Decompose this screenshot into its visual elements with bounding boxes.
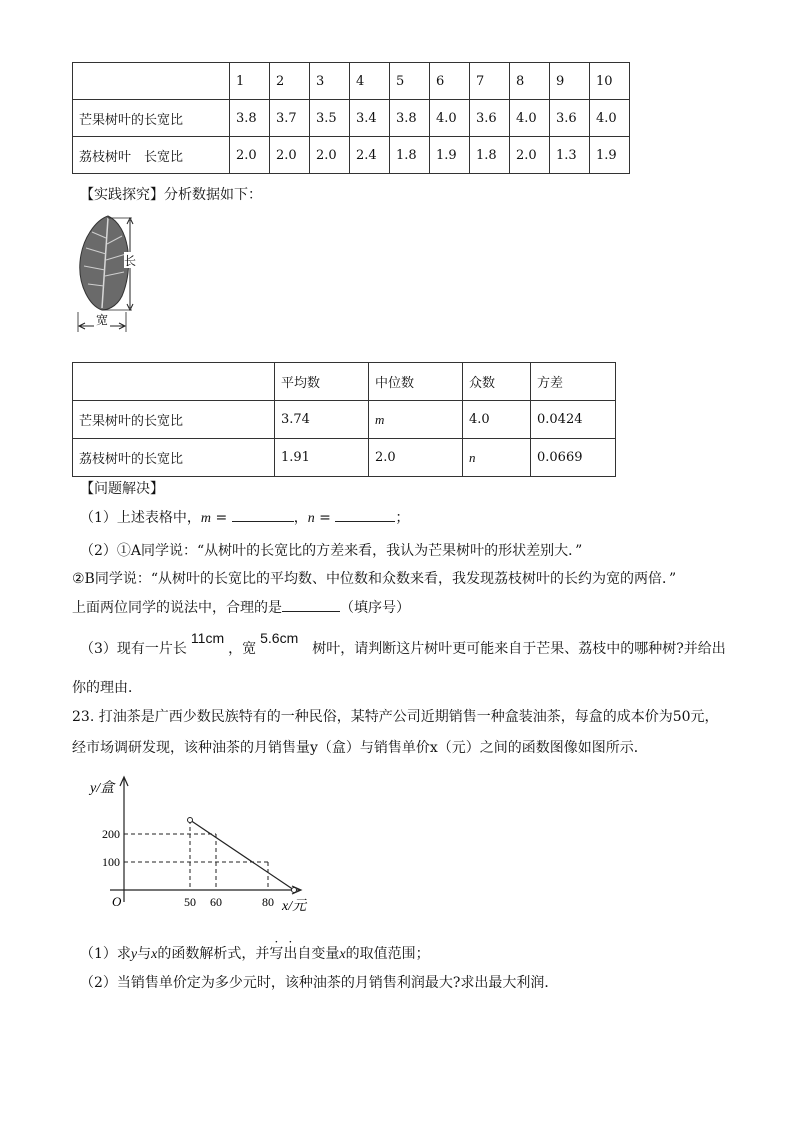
table-cell [73, 63, 230, 100]
x-tick-label: 60 [210, 895, 222, 909]
table-header-row [73, 63, 630, 100]
table-cell: 2.0 [230, 137, 270, 174]
table-cell: 1.9 [590, 137, 630, 174]
table-cell: 7 [470, 63, 510, 100]
leaf-icon [80, 216, 129, 310]
leaf-ratio-table [72, 62, 630, 174]
table-cell: 8 [510, 63, 550, 100]
x-axis-label: x/元 [282, 899, 307, 914]
answer-blank-n[interactable] [335, 507, 395, 522]
table-cell: m [369, 401, 463, 439]
question-3: （3）现有一片长11cm，宽5.6cm树叶，请判断这片树叶更可能来自于芒果、荔枝中的哪种树?并给出 [80, 630, 726, 657]
question-3-cont: 你的理由． [72, 680, 142, 696]
origin-label: O [112, 894, 122, 909]
problem-23-line-1: 23. 打油茶是广西少数民族特有的一种民俗，某特产公司近期销售一种盒装油茶，每盒的成本价为50元， [72, 709, 719, 725]
table-row [73, 137, 630, 174]
table-cell: 0.0424 [531, 401, 616, 439]
table-cell: 2.0 [310, 137, 350, 174]
sales-function-chart [80, 770, 320, 920]
leaf-figure [68, 208, 158, 338]
table-cell: 方差 [531, 363, 616, 401]
table-row [73, 401, 616, 439]
problem-23-line-2: 经市场调研发现，该种油茶的月销售量y（盒）与销售单价x（元）之间的函数图像如图所示． [72, 740, 648, 756]
table-cell: 3.4 [350, 100, 390, 137]
table-cell: 3.6 [550, 100, 590, 137]
statistics-table [72, 362, 616, 477]
table-header-row [73, 363, 616, 401]
table-cell: 2.0 [369, 439, 463, 477]
table-cell: 芒果树叶的长宽比 [73, 100, 230, 137]
question-23-2: （2）当销售单价定为多少元时，该种油茶的月销售利润最大?求出最大利润． [80, 975, 559, 991]
leaf-length-label: 长 [123, 254, 137, 268]
y-axis-label: y/盒 [90, 781, 115, 796]
table-cell: 平均数 [275, 363, 369, 401]
y-tick-label: 200 [102, 827, 120, 841]
table-cell: 5 [390, 63, 430, 100]
table-cell: 2.0 [510, 137, 550, 174]
end-point [292, 888, 297, 893]
table-cell: 10 [590, 63, 630, 100]
question-2-b: ②B同学说：“从树叶的长宽比的平均数、中位数和众数来看，我发现荔枝树叶的长约为宽的两倍．” [72, 571, 677, 587]
table-cell: 3 [310, 63, 350, 100]
question-2-c: 上面两位同学的说法中，合理的是 （填序号） [72, 597, 410, 617]
leaf-width-label: 宽 [95, 313, 109, 327]
table-cell: 9 [550, 63, 590, 100]
table-cell: 0.0669 [531, 439, 616, 477]
table-cell: 4.0 [590, 100, 630, 137]
practice-heading: 【实践探究】分析数据如下： [80, 187, 262, 203]
x-tick-label: 50 [184, 895, 196, 909]
table-cell: 3.8 [230, 100, 270, 137]
table-cell: 芒果树叶的长宽比 [73, 401, 275, 439]
start-point [188, 818, 193, 823]
table-cell: 2.0 [270, 137, 310, 174]
table-cell: 荔枝树叶 长宽比 [73, 137, 230, 174]
table-cell: 3.74 [275, 401, 369, 439]
table-cell: 1.3 [550, 137, 590, 174]
series-line [190, 820, 294, 890]
table-cell: 3.5 [310, 100, 350, 137]
table-cell: 1 [230, 63, 270, 100]
table-cell: 1.8 [470, 137, 510, 174]
table-cell: 3.8 [390, 100, 430, 137]
y-tick-label: 100 [102, 855, 120, 869]
table-cell: 众数 [463, 363, 531, 401]
table-cell [73, 363, 275, 401]
table-row [73, 439, 616, 477]
x-tick-label: 80 [262, 895, 274, 909]
table-cell: n [463, 439, 531, 477]
table-row [73, 100, 630, 137]
table-cell: 3.6 [470, 100, 510, 137]
table-cell: 4.0 [430, 100, 470, 137]
table-cell: 1.91 [275, 439, 369, 477]
table-cell: 1.9 [430, 137, 470, 174]
question-2-a: （2）①A同学说：“从树叶的长宽比的方差来看，我认为芒果树叶的形状差别大．” [80, 543, 583, 559]
table-cell: 4.0 [510, 100, 550, 137]
table-cell: 1.8 [390, 137, 430, 174]
answer-blank-m[interactable] [232, 507, 294, 522]
table-cell: 2 [270, 63, 310, 100]
table-cell: 中位数 [369, 363, 463, 401]
table-cell: 荔枝树叶的长宽比 [73, 439, 275, 477]
answer-blank-q2[interactable] [282, 597, 340, 612]
table-cell: 4 [350, 63, 390, 100]
problem-heading: 【问题解决】 [80, 481, 164, 497]
table-cell: 4.0 [463, 401, 531, 439]
question-1: （1）上述表格中，m = ，n = ； [80, 507, 409, 527]
table-cell: 2.4 [350, 137, 390, 174]
table-cell: 3.7 [270, 100, 310, 137]
table-cell: 6 [430, 63, 470, 100]
question-23-1: （1）求y与x的函数解析式，并写出自变量x的取值范围； [80, 946, 430, 962]
